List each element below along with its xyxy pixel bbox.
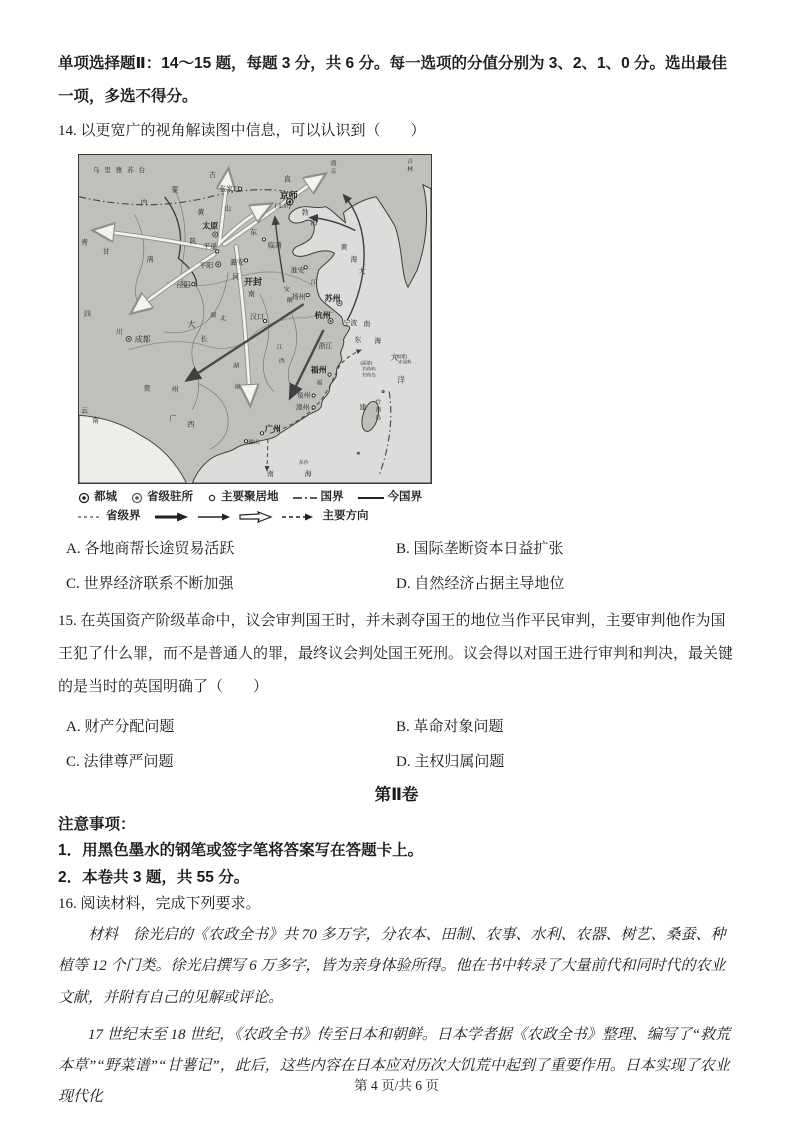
legend-label: 省级驻所: [147, 491, 193, 504]
svg-text:建: 建: [359, 404, 367, 412]
svg-text:潞安: 潞安: [230, 259, 245, 267]
svg-text:四: 四: [84, 311, 91, 319]
svg-text:佛山: 佛山: [248, 440, 260, 447]
svg-text:直: 直: [283, 175, 291, 183]
legend-label: 省级界: [106, 510, 141, 523]
svg-text:大: 大: [358, 268, 366, 276]
section-ii-instructions: 单项选择题Ⅱ：14～15 题，每题 3 分，共 6 分。每一选项的分值分别为 3、2、1、0 分。选出最佳一项，多选不得分。: [58, 55, 728, 105]
legend-item-border: [293, 488, 344, 507]
svg-text:北: 北: [220, 316, 227, 323]
note-2: 2．本卷共 3 题，共 55 分。: [58, 868, 250, 886]
option-14-a: A. 各地商帮长途贸易活跃: [66, 541, 235, 558]
legend-item-settlement: [207, 488, 279, 507]
legend-item-provincial-seat: [131, 488, 193, 507]
svg-text:钓鱼岛: 钓鱼岛: [362, 372, 376, 378]
svg-text:西: 西: [278, 358, 285, 365]
svg-text:乌里雅苏台: 乌里雅苏台: [92, 166, 151, 174]
svg-text:西: 西: [187, 421, 195, 429]
svg-text:(福建): (福建): [360, 360, 373, 366]
svg-text:南: 南: [248, 291, 255, 299]
legend-item-modern-border: [358, 488, 423, 507]
svg-text:南: 南: [234, 384, 241, 391]
map-legend: [78, 488, 432, 526]
map-legend-row-1: [78, 488, 432, 507]
legend-item-capital: [78, 488, 117, 507]
notes-title: 注意事项：: [58, 816, 136, 834]
svg-text:贵: 贵: [143, 385, 151, 393]
svg-text:钓鱼屿: 钓鱼屿: [362, 366, 376, 372]
svg-text:海: 海: [304, 471, 312, 479]
capital-marker-icon: [78, 492, 90, 504]
svg-text:海: 海: [350, 256, 358, 264]
svg-text:苏州: 苏州: [324, 294, 341, 304]
option-14-b: B. 国际垄断资本日益扩张: [396, 541, 564, 558]
map-legend-row-2: [78, 507, 432, 526]
svg-text:大: 大: [390, 352, 399, 362]
svg-text:长: 长: [200, 335, 208, 343]
svg-text:蒙: 蒙: [171, 186, 179, 194]
legend-label: 主要聚居地: [221, 491, 279, 504]
svg-text:京师: 京师: [279, 190, 298, 201]
svg-text:州: 州: [171, 386, 179, 394]
rivers: [129, 272, 334, 350]
svg-text:漳州: 漳州: [295, 404, 310, 412]
option-15-b: B. 革命对象问题: [396, 719, 504, 736]
hollow-arrow-icon: [239, 511, 273, 523]
svg-text:福: 福: [316, 380, 323, 387]
provincial-seat-marker-icon: [131, 492, 143, 504]
qing-trade-routes-map: [78, 154, 432, 484]
outside-region: [79, 416, 186, 484]
svg-text:扬州: 扬州: [291, 294, 306, 302]
question-14-stem: 14. 以更宽广的视角解读图中信息，可以认识到（ ）: [58, 123, 426, 140]
legend-item-direction: [155, 507, 369, 526]
question-14-map-figure: [78, 154, 432, 526]
question-16-stem: 16. 阅读材料，完成下列要求。: [58, 896, 261, 913]
svg-text:吉林: 吉林: [407, 159, 414, 173]
small-island: [357, 452, 359, 454]
question-16-material-paragraph-2: 17 世纪末至 18 世纪，《农政全书》传至日本和朝鲜。日本学者据《农政全书》整理、编写了“救荒本草”“野菜谱”“甘薯记”，此后，这些内容在日本应对历次大饥荒中起到了重要作用。日本实现了农业现代化: [58, 1026, 731, 1106]
svg-text:泾阳: 泾阳: [176, 282, 191, 290]
svg-text:宁波: 宁波: [343, 320, 358, 328]
svg-text:青: 青: [81, 239, 88, 247]
svg-text:(北京): (北京): [274, 203, 291, 210]
svg-text:淮安: 淮安: [290, 267, 305, 275]
option-15-a: A. 财产分配问题: [66, 719, 175, 736]
svg-text:成都: 成都: [134, 334, 151, 344]
legend-label: 今国界: [387, 491, 422, 504]
svg-text:江: 江: [276, 344, 283, 351]
svg-text:泉州: 泉州: [296, 392, 311, 400]
svg-text:东: 东: [250, 229, 257, 237]
svg-text:赤尾屿: 赤尾屿: [398, 359, 412, 365]
question-15-options: [66, 712, 735, 777]
svg-text:黄: 黄: [340, 244, 348, 252]
svg-text:川: 川: [115, 329, 123, 337]
svg-text:洋: 洋: [397, 375, 406, 385]
dashed-arrow-icon: [282, 512, 314, 522]
svg-text:河: 河: [232, 274, 240, 282]
legend-label: 国界: [320, 491, 344, 504]
svg-text:平遥: 平遥: [203, 243, 218, 251]
svg-text:浙江: 浙江: [318, 342, 333, 350]
svg-text:张家口: 张家口: [219, 185, 241, 193]
svg-text:东: 东: [354, 336, 362, 344]
settlement-marker-icon: [207, 493, 217, 503]
svg-text:古: 古: [209, 171, 217, 179]
svg-text:开封: 开封: [244, 277, 262, 288]
legend-label: 主要方向: [322, 510, 369, 523]
svg-text:云: 云: [81, 407, 88, 415]
part-ii-title: 第Ⅱ卷: [374, 786, 419, 805]
svg-text:山: 山: [224, 205, 232, 213]
note-1: 1．用黑色墨水的钢笔或签字笔将答案写在答题卡上。: [58, 842, 424, 860]
svg-text:徽: 徽: [286, 298, 293, 305]
question-16-material-paragraph-1: 材料 徐光启的《农政全书》共 70 多万字，分农本、田制、农事、水利、农器、树艺、桑蚕、种植等 12 个门类。徐光启撰写 6 万多字，皆为亲身体验所得。他在书中转录了大量前代和同时代的农业文献，并附有自己的见解或评论。: [58, 927, 726, 1006]
svg-text:汉口: 汉口: [250, 314, 264, 322]
svg-text:勃: 勃: [301, 209, 309, 217]
svg-text:海: 海: [374, 337, 382, 345]
svg-text:广州: 广州: [264, 424, 281, 434]
svg-text:黄: 黄: [197, 209, 205, 217]
option-15-d: D. 主权归属问题: [396, 754, 505, 771]
svg-text:湖: 湖: [210, 313, 217, 320]
svg-text:临清: 临清: [267, 242, 282, 250]
modern-border-line-icon: [358, 495, 384, 501]
page-number: 第 4 页/共 6 页: [354, 1078, 439, 1093]
question-14-options: [66, 534, 735, 599]
svg-text:甘: 甘: [102, 248, 110, 256]
sea-area: [192, 185, 431, 483]
svg-text:太原: 太原: [202, 221, 219, 231]
legend-label: 都城: [94, 491, 117, 504]
svg-text:江: 江: [310, 280, 317, 287]
legend-item-provincial-border: [78, 507, 141, 526]
svg-text:大: 大: [187, 320, 196, 330]
question-15-stem: 15. 在英国资产阶级革命中，议会审判国王时，并未剥夺国王的地位当作平民审判，主要审判他作为国王犯了什么罪，而不是普通人的罪，最终议会判处国王死刑。议会得以对国王进行审判和判决，最关键的是当时的英国明确了（ ）: [58, 613, 734, 696]
svg-text:杭州: 杭州: [314, 311, 331, 321]
svg-text:台湾岛: 台湾岛: [375, 399, 382, 422]
solid-arrow-icon: [155, 512, 189, 522]
svg-text:陕: 陕: [189, 238, 197, 246]
svg-text:湖: 湖: [233, 363, 240, 370]
svg-text:南: 南: [266, 471, 274, 479]
svg-text:南: 南: [363, 321, 371, 329]
provincial-border-line-icon: [78, 514, 102, 520]
svg-text:清: 清: [146, 256, 154, 264]
option-14-c: C. 世界经济联系不断加强: [66, 576, 234, 593]
svg-text:(福建): (福建): [395, 353, 408, 359]
svg-text:盛京: 盛京: [330, 161, 337, 175]
option-14-d: D. 自然经济占据主导地位: [396, 576, 565, 593]
svg-text:福州: 福州: [310, 365, 327, 375]
thin-arrow-icon: [198, 512, 230, 522]
small-island: [382, 391, 384, 393]
border-line-icon: [293, 495, 317, 501]
svg-text:东沙: 东沙: [298, 461, 309, 467]
svg-text:平阳: 平阳: [199, 262, 214, 270]
option-15-c: C. 法律尊严问题: [66, 754, 174, 771]
svg-text:南: 南: [91, 417, 99, 425]
svg-text:广: 广: [169, 415, 177, 423]
svg-text:海: 海: [310, 219, 318, 227]
svg-text:内: 内: [140, 199, 148, 207]
svg-text:安: 安: [283, 287, 290, 294]
